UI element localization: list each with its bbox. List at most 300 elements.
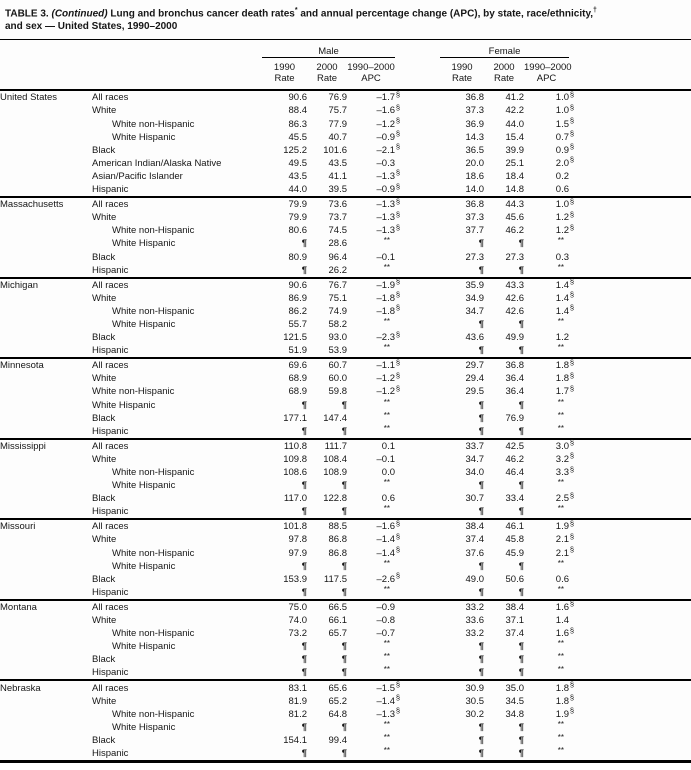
statistical-significance-marker: § — [569, 116, 575, 126]
race-ethnicity-cell: Black — [92, 251, 116, 263]
race-ethnicity-cell: White non-Hispanic — [112, 467, 195, 478]
female-1990-rate: 34.7 — [465, 453, 485, 465]
table-row — [0, 318, 691, 331]
table-row — [0, 453, 691, 466]
table-row — [0, 533, 691, 546]
suppressed-rate-marker: ¶ — [518, 747, 525, 759]
statistical-significance-marker: § — [395, 102, 401, 112]
dagger-footnote-marker: † — [593, 7, 597, 14]
male-1990-rate: 109.8 — [283, 453, 307, 465]
female-1990-rate: 34.9 — [465, 292, 485, 304]
state-cell — [0, 170, 92, 183]
statistical-significance-marker: § — [569, 490, 575, 500]
suppressed-apc-marker: ** — [557, 262, 565, 272]
statistical-significance-marker: § — [569, 277, 575, 287]
female-1990-rate — [440, 747, 484, 762]
female-apc: 1.6§ — [524, 600, 569, 614]
male-1990-rate: 121.5 — [283, 332, 307, 344]
rate-label: Rate — [493, 73, 515, 85]
female-apc — [524, 734, 569, 747]
suppressed-apc-marker: ** — [557, 397, 565, 407]
statistical-significance-marker: § — [395, 196, 401, 206]
female-2000-rate — [484, 398, 524, 411]
state-cell — [0, 533, 92, 546]
race-ethnicity-cell: Hispanic — [92, 667, 129, 679]
suppressed-rate-marker: ¶ — [301, 721, 307, 733]
table-row — [0, 305, 691, 318]
asterisk-footnote-marker: * — [294, 7, 298, 14]
male-apc — [347, 505, 395, 519]
suppressed-rate-marker: ¶ — [518, 345, 525, 357]
suppressed-apc-marker: ** — [383, 584, 391, 594]
male-apc — [347, 344, 395, 358]
statistical-significance-marker: § — [569, 89, 575, 99]
suppressed-rate-marker: ¶ — [518, 238, 525, 250]
rate-label: Rate — [274, 73, 295, 85]
statistical-significance-marker: § — [395, 290, 401, 300]
female-apc: 1.4§ — [555, 290, 575, 304]
male-1990-rate: 97.8 — [288, 534, 307, 546]
female-2000-rate: 43.3 — [484, 278, 524, 292]
male-2000-rate: 43.5 — [328, 157, 347, 169]
table-body — [0, 90, 691, 761]
male-2000-rate: 58.2 — [328, 318, 347, 330]
male-2000-rate: 108.9 — [323, 467, 347, 478]
female-apc — [524, 398, 569, 411]
suppressed-apc-marker: ** — [383, 423, 391, 433]
male-apc — [347, 666, 395, 680]
suppressed-rate-marker: ¶ — [341, 747, 347, 759]
male-apc: –1.3§ — [376, 168, 401, 182]
male-1990-rate: 101.8 — [262, 519, 307, 533]
male-apc: –1.1§ — [347, 358, 395, 372]
race-ethnicity-cell: All races — [92, 519, 262, 533]
male-apc: –1.2§ — [376, 370, 401, 385]
race-ethnicity-cell: Black — [92, 412, 116, 424]
female-apc: 3.3§ — [555, 464, 575, 478]
male-1990-rate: 73.2 — [288, 628, 307, 640]
suppressed-rate-marker: ¶ — [301, 560, 307, 572]
suppressed-rate-marker: ¶ — [301, 586, 307, 598]
female-2000-rate: 37.4 — [505, 628, 525, 640]
female-2000-rate: 18.4 — [505, 170, 525, 182]
female-apc: 1.0§ — [555, 102, 575, 117]
male-1990-rate: 79.9 — [262, 197, 307, 211]
race-ethnicity-cell: White — [92, 212, 117, 224]
female-1990-rate — [440, 721, 484, 734]
suppressed-rate-marker: ¶ — [518, 506, 525, 518]
male-2000-rate — [307, 640, 347, 653]
male-2000-rate: 60.7 — [307, 358, 347, 372]
male-2000-rate: 88.5 — [307, 519, 347, 533]
male-apc — [347, 747, 395, 762]
male-group-header — [262, 40, 395, 58]
male-apc: –1.3§ — [376, 209, 401, 224]
female-1990-rate — [440, 237, 484, 250]
male-1990-rate: 108.6 — [283, 467, 307, 478]
suppressed-rate-marker: ¶ — [518, 721, 525, 733]
male-2000-rate — [307, 479, 347, 492]
female-1990-rate: 33.2 — [440, 600, 484, 614]
female-1990-rate: 34.7 — [465, 305, 485, 317]
female-2000-rate: 46.2 — [505, 453, 525, 465]
suppressed-rate-marker: ¶ — [518, 560, 525, 572]
state-cell: Mississippi — [0, 439, 92, 453]
male-1990-rate: 44.0 — [288, 184, 307, 196]
male-1990-rate: 81.2 — [288, 708, 307, 720]
statistical-significance-marker: § — [395, 303, 401, 313]
male-2000-rate: 96.4 — [328, 251, 347, 263]
title-text-3: and sex — United States, 1990–2000 — [5, 21, 178, 33]
female-2000-rate: 36.4 — [505, 386, 525, 398]
male-2000-rate: 40.7 — [328, 131, 347, 143]
male-1990-rate: 68.9 — [288, 386, 307, 398]
female-1990-rate: 49.0 — [465, 573, 485, 585]
male-1990-rate — [262, 560, 307, 573]
male-2000-rate: 73.7 — [328, 212, 347, 224]
female-apc — [524, 747, 569, 762]
female-apc: 0.3 — [555, 251, 570, 263]
female-apc: 1.4§ — [524, 278, 569, 292]
male-apc: –1.3§ — [376, 706, 401, 720]
suppressed-apc-marker: ** — [557, 732, 565, 742]
male-2000-rate — [307, 560, 347, 573]
state-cell — [0, 492, 92, 505]
male-1990-rate — [262, 640, 307, 653]
statistical-significance-marker: § — [569, 129, 575, 139]
male-1990-rate: 75.0 — [262, 600, 307, 614]
female-1990-rate: 33.2 — [465, 628, 485, 640]
male-2000-rate — [307, 747, 347, 762]
female-2000-rate — [484, 479, 524, 492]
suppressed-rate-marker: ¶ — [478, 721, 485, 733]
male-1990-rate: 86.3 — [288, 118, 307, 130]
female-1990-rate: 33.7 — [440, 439, 484, 453]
range-label: 1990–2000 — [524, 61, 572, 73]
male-apc: –1.6§ — [347, 519, 395, 533]
male-2000-rate: 117.5 — [323, 573, 347, 585]
suppressed-rate-marker: ¶ — [478, 641, 485, 653]
table-row — [0, 600, 691, 614]
male-1990-rate: 80.9 — [288, 251, 307, 263]
suppressed-apc-marker: ** — [383, 504, 391, 514]
male-apc: –0.9§ — [376, 129, 401, 143]
female-1990-rate: 27.3 — [465, 251, 485, 263]
suppressed-apc-marker: ** — [557, 410, 565, 420]
suppressed-rate-marker: ¶ — [301, 667, 307, 679]
suppressed-rate-marker: ¶ — [341, 425, 347, 437]
female-1990-rate: 38.4 — [440, 519, 484, 533]
male-1990-rate — [262, 237, 307, 250]
male-apc — [347, 425, 395, 439]
suppressed-rate-marker: ¶ — [301, 425, 307, 437]
male-apc: –1.7§ — [376, 89, 401, 104]
male-2000-rate: 65.6 — [307, 680, 347, 694]
state-cell — [0, 640, 92, 653]
male-2000-rate: 41.1 — [328, 170, 347, 182]
table-row — [0, 640, 691, 653]
suppressed-rate-marker: ¶ — [478, 480, 485, 492]
male-2000-rate — [307, 586, 347, 600]
female-2000-rate: 25.1 — [505, 157, 525, 169]
male-apc: –1.8§ — [376, 290, 401, 304]
female-1990-rate: 36.8 — [440, 197, 484, 211]
table-row — [0, 264, 691, 278]
statistical-significance-marker: § — [569, 383, 575, 393]
suppressed-rate-marker: ¶ — [518, 399, 525, 411]
apc-label: APC — [361, 73, 381, 85]
female-2000-rate: 14.8 — [505, 184, 525, 196]
state-cell — [0, 479, 92, 492]
male-2000-rate: 53.9 — [328, 345, 347, 357]
state-cell — [0, 305, 92, 318]
table-row — [0, 292, 691, 305]
female-1990-rate: 33.6 — [465, 615, 485, 627]
male-apc — [347, 479, 395, 492]
female-1990-rate: 35.9 — [440, 278, 484, 292]
race-ethnicity-cell: White Hispanic — [92, 399, 156, 411]
statistical-significance-marker: § — [395, 383, 401, 393]
statistical-significance-marker: § — [395, 129, 401, 139]
table-number: TABLE 3. — [5, 8, 49, 20]
female-2000-rate: 41.2 — [505, 92, 525, 104]
statistical-significance-marker: § — [395, 370, 401, 380]
male-2000-rate: 74.5 — [328, 225, 347, 237]
male-1990-rate: 125.2 — [283, 144, 307, 156]
female-apc: 3.2§ — [555, 451, 575, 465]
female-2000-rate: 36.4 — [505, 373, 525, 385]
race-ethnicity-cell: Hispanic — [92, 506, 129, 518]
suppressed-apc-marker: ** — [383, 478, 391, 488]
male-2000-rate: 76.9 — [328, 92, 347, 104]
table-row — [0, 680, 691, 694]
table-row — [0, 586, 691, 600]
male-apc — [347, 398, 395, 411]
suppressed-rate-marker: ¶ — [518, 734, 525, 746]
suppressed-rate-marker: ¶ — [478, 506, 485, 518]
female-2000-rate — [484, 425, 524, 439]
male-2000-rate: 75.1 — [328, 292, 347, 304]
state-cell — [0, 695, 92, 708]
race-ethnicity-cell: Asian/Pacific Islander — [92, 170, 183, 182]
state-cell: Missouri — [0, 519, 92, 533]
state-cell — [0, 412, 92, 425]
female-2000-rate: 34.5 — [505, 695, 525, 707]
table-row — [0, 197, 691, 211]
male-apc — [347, 721, 395, 734]
suppressed-rate-marker: ¶ — [478, 412, 485, 424]
race-ethnicity-cell: White — [92, 695, 117, 707]
suppressed-apc-marker: ** — [383, 652, 391, 662]
state-cell — [0, 237, 92, 250]
suppressed-rate-marker: ¶ — [301, 641, 307, 653]
race-ethnicity-cell: All races — [92, 600, 262, 614]
race-ethnicity-cell: White — [92, 453, 117, 465]
statistical-significance-marker: § — [395, 680, 401, 689]
state-cell — [0, 453, 92, 466]
statistical-significance-marker: § — [569, 370, 575, 380]
male-apc: –1.4§ — [376, 693, 401, 707]
male-1990-rate: 81.9 — [288, 695, 307, 707]
statistical-significance-marker: § — [569, 518, 575, 528]
female-1990-rate: 30.7 — [465, 493, 485, 505]
title-text-2: and annual percentage change (APC), by state, race/ethnicity, — [297, 8, 594, 20]
suppressed-rate-marker: ¶ — [478, 586, 485, 598]
race-ethnicity-cell: White non-Hispanic — [112, 118, 195, 130]
male-2000-rate: 76.7 — [307, 278, 347, 292]
female-apc: 1.8§ — [524, 680, 569, 694]
female-apc: 1.8§ — [555, 370, 575, 385]
male-2000-rate: 65.7 — [328, 628, 347, 640]
state-cell — [0, 547, 92, 560]
male-apc: –0.8 — [376, 615, 396, 627]
male-2000-rate: 86.8 — [328, 534, 347, 546]
race-ethnicity-cell: White Hispanic — [112, 560, 176, 572]
table-row — [0, 358, 691, 372]
male-2000-rate: 66.1 — [328, 615, 347, 627]
race-ethnicity-cell: Hispanic — [92, 586, 129, 598]
male-apc: –1.9§ — [347, 278, 395, 292]
table-row — [0, 547, 691, 560]
male-1990-rate — [262, 653, 307, 666]
male-apc: –0.9 — [347, 600, 395, 614]
female-2000-rate: 45.9 — [505, 547, 525, 559]
male-apc — [347, 237, 395, 250]
rate-label: Rate — [451, 73, 473, 85]
state-cell — [0, 211, 92, 224]
male-2000-rate: 86.8 — [328, 547, 347, 559]
suppressed-rate-marker: ¶ — [518, 641, 525, 653]
female-1990-rate: 29.4 — [465, 373, 485, 385]
male-2000-rate — [307, 505, 347, 519]
statistical-significance-marker: § — [569, 625, 575, 635]
statistical-significance-marker: § — [395, 693, 401, 703]
male-1990-rate-header — [262, 58, 307, 91]
state-cell — [0, 104, 92, 117]
female-2000-rate: 46.1 — [484, 519, 524, 533]
suppressed-apc-marker: ** — [383, 410, 391, 420]
female-2000-rate: 27.3 — [505, 251, 525, 263]
female-apc-header — [524, 58, 572, 91]
female-2000-rate — [484, 734, 524, 747]
male-1990-rate: 110.8 — [262, 439, 307, 453]
table-row — [0, 104, 691, 117]
race-ethnicity-cell: American Indian/Alaska Native — [92, 157, 222, 169]
statistical-significance-marker: § — [395, 571, 401, 581]
female-1990-rate: 37.7 — [465, 225, 485, 237]
state-cell — [0, 466, 92, 479]
female-2000-rate — [484, 653, 524, 666]
race-ethnicity-cell: White non-Hispanic — [92, 386, 175, 398]
male-1990-rate: 83.1 — [262, 680, 307, 694]
male-2000-rate: 59.8 — [328, 386, 347, 398]
race-ethnicity-cell: White non-Hispanic — [112, 628, 195, 640]
suppressed-apc-marker: ** — [383, 665, 391, 675]
male-2000-rate: 77.9 — [328, 118, 347, 130]
statistical-significance-marker: § — [569, 599, 575, 609]
race-ethnicity-cell: White — [92, 534, 117, 546]
race-ethnicity-cell: Hispanic — [92, 264, 129, 276]
statistical-significance-marker: § — [395, 357, 401, 367]
male-2000-rate — [307, 666, 347, 680]
statistical-significance-marker: § — [395, 168, 401, 178]
suppressed-rate-marker: ¶ — [301, 480, 307, 492]
male-2000-rate — [307, 425, 347, 439]
female-2000-rate — [484, 721, 524, 734]
female-apc: 1.0§ — [555, 89, 575, 104]
state-cell — [0, 734, 92, 747]
female-2000-rate: 42.2 — [505, 105, 525, 117]
table-row — [0, 653, 691, 666]
suppressed-rate-marker: ¶ — [341, 480, 347, 492]
state-cell — [0, 344, 92, 358]
female-1990-rate: 37.3 — [465, 212, 485, 224]
suppressed-apc-marker: ** — [383, 397, 391, 407]
table-row — [0, 439, 691, 453]
state-cell — [0, 586, 92, 600]
female-apc: 1.5§ — [555, 116, 575, 130]
suppressed-rate-marker: ¶ — [341, 667, 347, 679]
male-1990-rate — [262, 586, 307, 600]
suppressed-apc-marker: ** — [383, 236, 391, 246]
female-1990-rate — [440, 560, 484, 573]
female-apc: 1.8§ — [555, 693, 575, 707]
table-row — [0, 118, 691, 131]
suppressed-rate-marker: ¶ — [478, 560, 485, 572]
male-apc: –2.3§ — [376, 329, 401, 344]
female-1990-rate — [440, 344, 484, 358]
male-2000-rate: 93.0 — [328, 332, 347, 344]
race-ethnicity-cell: Black — [92, 654, 116, 666]
statistical-significance-marker: § — [395, 89, 401, 99]
male-1990-rate: 79.9 — [288, 212, 307, 224]
suppressed-rate-marker: ¶ — [341, 641, 347, 653]
table-row — [0, 157, 691, 170]
state-cell — [0, 264, 92, 278]
male-1990-rate: 154.1 — [283, 734, 307, 746]
state-cell — [0, 157, 92, 170]
race-ethnicity-cell: White non-Hispanic — [112, 225, 195, 237]
female-apc — [524, 318, 569, 331]
male-apc — [347, 264, 395, 278]
state-cell — [0, 292, 92, 305]
male-1990-rate: 74.0 — [288, 615, 307, 627]
statistical-significance-marker: § — [569, 451, 575, 461]
suppressed-apc-marker: ** — [557, 745, 565, 755]
table-row — [0, 344, 691, 358]
race-ethnicity-cell: White Hispanic — [112, 721, 176, 733]
female-apc — [524, 237, 569, 250]
table-row — [0, 666, 691, 680]
state-cell — [0, 372, 92, 385]
female-apc: 3.0§ — [524, 439, 569, 453]
male-apc: 0.6 — [381, 493, 396, 505]
statistical-significance-marker: § — [395, 116, 401, 126]
table-row — [0, 479, 691, 492]
female-1990-rate: 37.3 — [465, 105, 485, 117]
statistical-significance-marker: § — [395, 222, 401, 232]
suppressed-apc-marker: ** — [383, 316, 391, 326]
race-ethnicity-cell: White non-Hispanic — [112, 547, 195, 559]
male-1990-rate — [262, 747, 307, 762]
male-apc: –1.4§ — [376, 545, 401, 559]
state-cell — [0, 183, 92, 197]
suppressed-rate-marker: ¶ — [341, 721, 347, 733]
table-row — [0, 747, 691, 762]
female-2000-rate: 44.3 — [484, 197, 524, 211]
male-label: Male — [318, 46, 339, 58]
suppressed-rate-marker: ¶ — [518, 586, 525, 598]
